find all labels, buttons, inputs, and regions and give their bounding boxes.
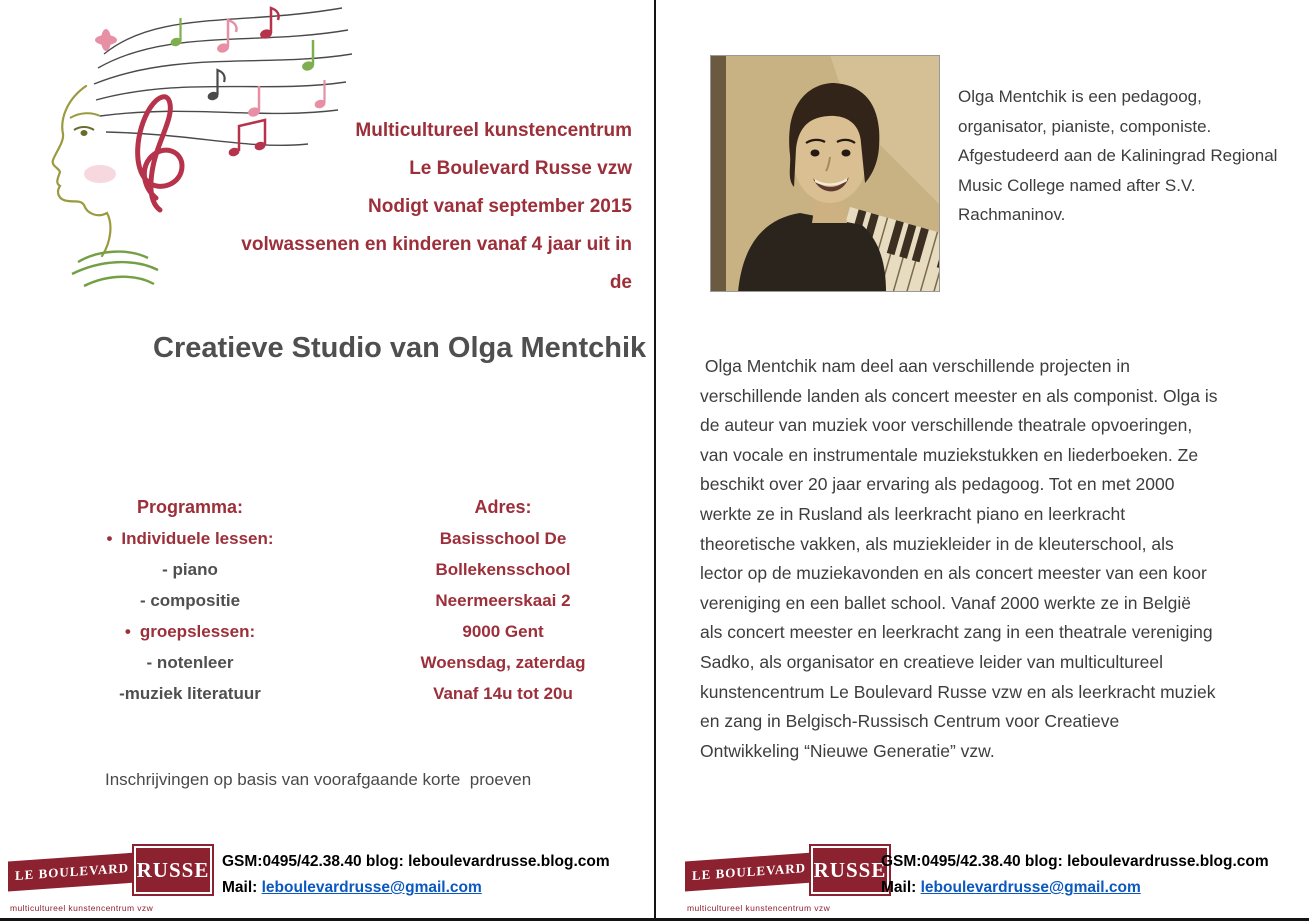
programma-item	[55, 554, 325, 585]
adres-line: Woensdag, zaterdag	[420, 653, 586, 672]
le-boulevard-russe-logo	[6, 841, 214, 917]
mail-line	[881, 875, 1269, 901]
logo-block-text: RUSSE	[134, 846, 212, 894]
header-line: Multicultureel kunstencentrum	[355, 120, 632, 141]
adres-heading: Adres:	[474, 497, 532, 517]
mail-label: Mail:	[881, 879, 921, 896]
adres-line: Basisschool De Bollekensschool	[435, 529, 571, 579]
bio-body: Olga Mentchik nam deel aan verschillende projecten in verschillende landen als concert meester en als componist. Olga is de auteur van muziek voor verschillende theatrale opvoeringen, van vocale en instrumentale muziekstukken en liederboeken. Ze beschikt over 20 jaar ervaring als pedagoog. Tot en met 2000 werkte ze in Rusland als leerkracht piano en leerkracht theoretische vakken, als muziekleider in de kleuterschool, als lector op de muziekavonden en als concert meester van een koor vereniging en een ballet school. Vanaf 2000 werkte ze in België als concert meester en leerkracht zang in een theatrale vereniging Sadko, als organisator en creatieve leider van multicultureel kunstencentrum Le Boulevard Russe vzw en als leerkracht muziek en zang in Belgisch-Russisch Centrum voor Creatieve Ontwikkeling “Nieuwe Generatie” vzw.	[700, 356, 1223, 761]
page-border-bottom	[0, 918, 1309, 921]
bio-intro	[958, 82, 1293, 230]
mail-label: Mail:	[222, 879, 262, 896]
page-divider-vertical	[654, 0, 656, 921]
programma-item	[55, 523, 325, 554]
programma-item	[55, 585, 325, 616]
bio-intro-line: Rachmaninov.	[958, 205, 1066, 224]
bio-intro-line: Afgestudeerd aan de Kaliningrad Regional	[958, 146, 1278, 165]
programma-item	[55, 616, 325, 647]
adres-line: Neermeerskaai 2	[435, 591, 571, 610]
programma-item	[55, 647, 325, 678]
invitation-header	[230, 112, 632, 302]
programma-item-label: Individuele lessen:	[121, 529, 274, 548]
logo-band-text: LE BOULEVARD	[685, 853, 813, 892]
logo-band-text: LE BOULEVARD	[8, 853, 136, 892]
mail-line	[222, 875, 610, 901]
logo-subtitle: multicultureel kunstencentrum vzw	[10, 903, 154, 913]
header-line: volwassenen en kinderen vanaf 4 jaar uit in de	[241, 234, 632, 293]
header-line: Nodigt vanaf september 2015	[368, 196, 632, 217]
footer-right	[683, 841, 1309, 919]
programma-item-label: - notenleer	[146, 653, 234, 672]
bio-intro-line: Olga Mentchik is een pedagoog,	[958, 87, 1202, 106]
bio-intro-line: organisator, pianiste, componiste.	[958, 116, 1212, 136]
treble-clef-icon	[138, 97, 182, 210]
contact-block	[881, 849, 1269, 901]
gsm-blog-line: GSM:0495/42.38.40 blog: leboulevardrusse.blog.com	[881, 853, 1269, 870]
footer-left	[6, 841, 651, 919]
programma-item-label: -muziek literatuur	[119, 684, 261, 703]
adres-line: 9000 Gent	[462, 622, 544, 641]
programma-item	[55, 678, 325, 709]
logo-subtitle: multicultureel kunstencentrum vzw	[687, 903, 831, 913]
page-title: Creatieve Studio van Olga Mentchik	[153, 332, 647, 364]
programma-item-label: - compositie	[139, 591, 241, 610]
programma-column	[55, 492, 325, 709]
email-link[interactable]: leboulevardrusse@gmail.com	[920, 879, 1141, 896]
bullet-icon: •	[124, 622, 131, 641]
bio-intro-line: Music College named after S.V.	[958, 175, 1196, 195]
programma-item-label: groepslessen:	[139, 622, 256, 641]
header-line: Le Boulevard Russe vzw	[409, 158, 632, 179]
adres-column	[370, 492, 636, 709]
olga-photo	[710, 55, 940, 292]
programma-item-label: - piano	[162, 560, 218, 579]
programma-heading: Programma:	[136, 497, 244, 517]
logo-block-text: RUSSE	[811, 846, 889, 894]
adres-line: Vanaf 14u tot 20u	[433, 684, 573, 703]
gsm-blog-line: GSM:0495/42.38.40 blog: leboulevardrusse.blog.com	[222, 853, 610, 870]
le-boulevard-russe-logo	[683, 841, 891, 917]
enrollment-note: Inschrijvingen op basis van voorafgaande korte proeven	[105, 770, 532, 789]
contact-block	[222, 849, 610, 901]
bullet-icon: •	[106, 529, 113, 548]
email-link[interactable]: leboulevardrusse@gmail.com	[261, 879, 482, 896]
